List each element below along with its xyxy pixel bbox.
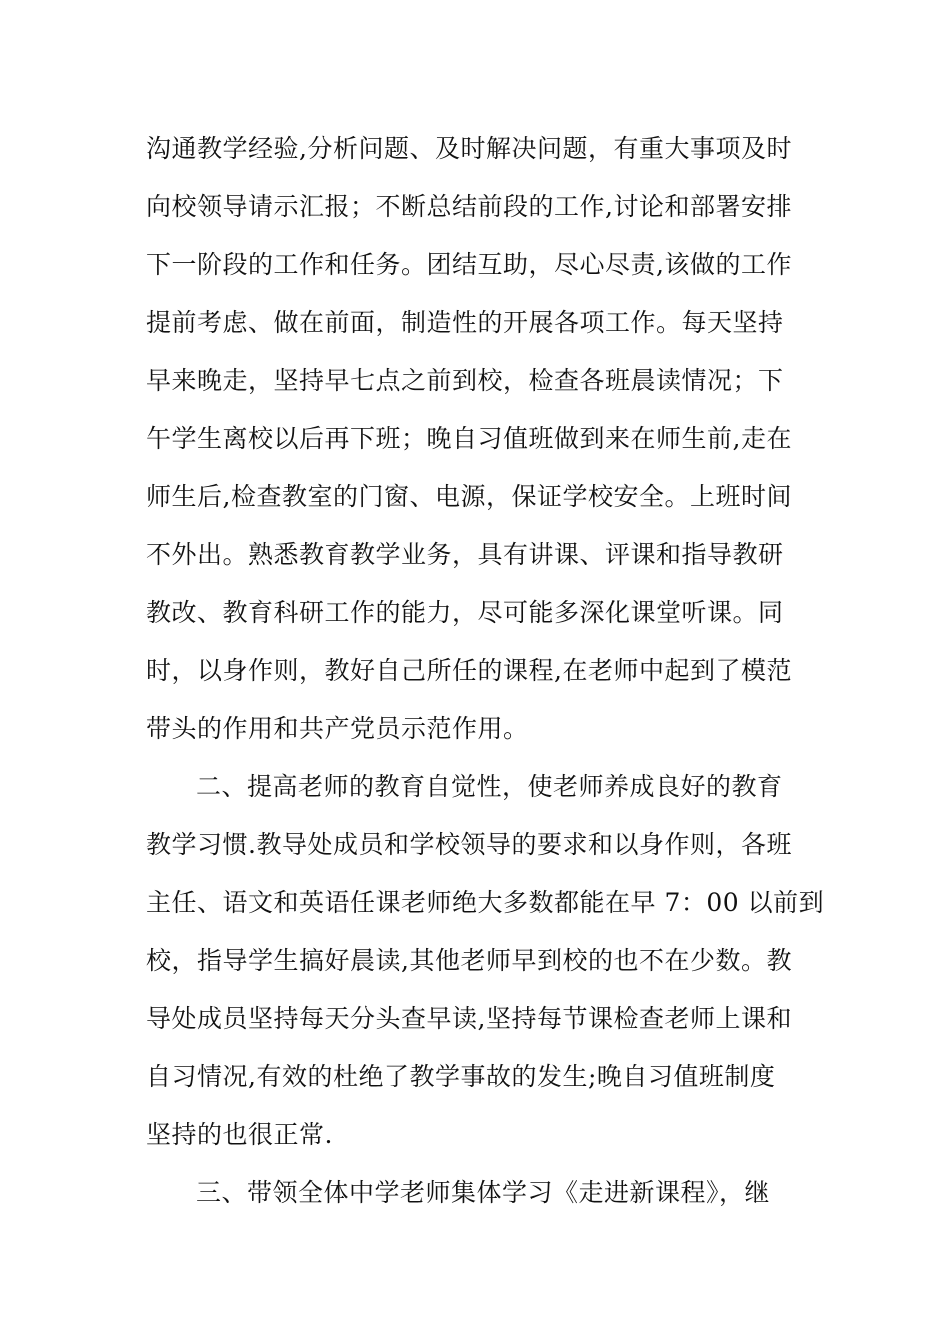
paragraph-1-line-1: 沟通教学经验,分析问题、及时解决问题，有重大事项及时 xyxy=(146,134,792,163)
paragraph-2-line-6: 自习情况,有效的杜绝了教学事故的发生;晚自习值班制度 xyxy=(146,1062,776,1091)
paragraph-1-line-10: 时，以身作则，教好自己所任的课程,在老师中起到了模范 xyxy=(146,656,792,685)
paragraph-1-line-7: 师生后,检查教室的门窗、电源，保证学校安全。上班时间 xyxy=(146,482,792,511)
paragraph-1-line-11: 带头的作用和共产党员示范作用。 xyxy=(146,714,529,743)
paragraph-2-line-5: 导处成员坚持每天分头查早读,坚持每节课检查老师上课和 xyxy=(146,1004,792,1033)
paragraph-1-line-5: 早来晚走，坚持早七点之前到校，检查各班晨读情况；下 xyxy=(146,366,784,395)
paragraph-2-line-3: 主任、语文和英语任课老师绝大多数都能在早 7：00 以前到 xyxy=(146,888,825,917)
paragraph-2-line-4: 校，指导学生搞好晨读,其他老师早到校的也不在少数。教 xyxy=(146,946,792,975)
paragraph-1-line-4: 提前考虑、做在前面，制造性的开展各项工作。每天坚持 xyxy=(146,308,784,337)
paragraph-2-line-1: 二、提高老师的教育自觉性，使老师养成良好的教育 xyxy=(196,772,783,801)
paragraph-1-line-6: 午学生离校以后再下班；晚自习值班做到来在师生前,走在 xyxy=(146,424,792,453)
paragraph-2-line-2: 教学习惯.教导处成员和学校领导的要求和以身作则，各班 xyxy=(146,830,792,859)
paragraph-3-line-1: 三、带领全体中学老师集体学习《走进新课程》，继 xyxy=(196,1178,771,1207)
paragraph-1-line-8: 不外出。熟悉教育教学业务，具有讲课、评课和指导教研 xyxy=(146,540,784,569)
paragraph-1-line-9: 教改、教育科研工作的能力，尽可能多深化课堂听课。同 xyxy=(146,598,784,627)
paragraph-2-line-7: 坚持的也很正常. xyxy=(146,1120,333,1149)
paragraph-1-line-3: 下一阶段的工作和任务。团结互助，尽心尽责,该做的工作 xyxy=(146,250,792,279)
paragraph-1-line-2: 向校领导请示汇报；不断总结前段的工作,讨论和部署安排 xyxy=(146,192,792,221)
